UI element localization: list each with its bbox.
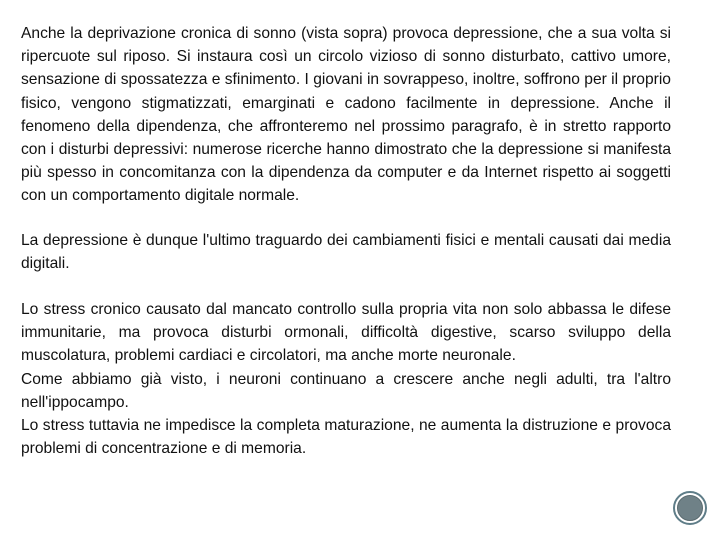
paragraph-neurons: Come abbiamo già visto, i neuroni continuano a crescere anche negli adulti, tra l'altro nell'ippocampo. <box>21 370 671 411</box>
circle-nav-icon <box>677 495 703 521</box>
paragraph-chronic-stress: Lo stress cronico causato dal mancato controllo sulla propria vita non solo abbassa le difese immunitarie, ma provoca disturbi ormonali, difficoltà digestive, scarso sviluppo della muscolatura, problemi cardiaci e circolatori, ma anche morte neuronale. <box>21 301 671 365</box>
paragraph-spacer <box>21 275 671 298</box>
paragraph-depression-sleep: Anche la deprivazione cronica di sonno (vista sopra) provoca depressione, che a sua volta si ripercuote sul riposo. Si instaura così un circolo vizioso di sonno disturbato, cattivo umore, sensazione di spossatezza e sfinimento. I giovani in sovrappeso, inoltre, soffrono per il proprio fisico, vengono stigmatizzati, emarginati e cadono facilmente in depressione. Anche il fenomeno della dipendenza, che affronteremo nel prossimo paragrafo, è in stretto rapporto con i disturbi depressivi: numerose ricerche hanno dimostrato che la depressione si manifesta più spesso in concomitanza con la dipendenza da computer e da Internet rispetto ai soggetti con un comportamento digitale normale. <box>21 25 671 205</box>
paragraph-stress-effects: Lo stress tuttavia ne impedisce la completa maturazione, ne aumenta la distruzione e provoca problemi di concentrazione e di memoria. <box>21 417 671 458</box>
slide-nav-button[interactable] <box>673 491 707 525</box>
paragraph-depression-conclusion: La depressione è dunque l'ultimo traguardo dei cambiamenti fisici e mentali causati dai media digitali. <box>21 231 671 272</box>
slide-body <box>21 22 671 460</box>
paragraph-spacer <box>21 208 671 229</box>
